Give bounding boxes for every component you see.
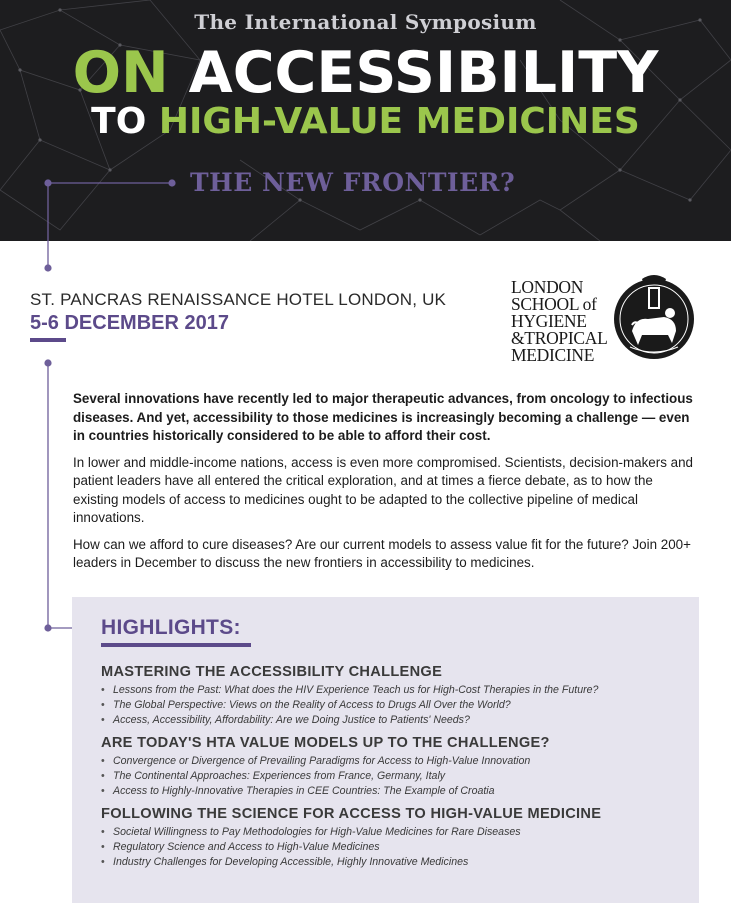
section-heading: ARE TODAY'S HTA VALUE MODELS UP TO THE CHALLENGE? (101, 735, 550, 751)
subtitle-new-frontier: THE NEW FRONTIER? (190, 168, 516, 197)
logo-line-3: HYGIENE (511, 311, 587, 331)
logo-line-2: SCHOOL of (511, 294, 597, 314)
event-dates: 5-6 DECEMBER 2017 (30, 312, 229, 334)
section-heading: FOLLOWING THE SCIENCE FOR ACCESS TO HIGH-VALUE MEDICINE (101, 806, 602, 822)
section-list (101, 825, 691, 870)
venue-text: ST. PANCRAS RENAISSANCE HOTEL LONDON, UK (30, 290, 447, 309)
logo-line-1: LONDON (511, 277, 584, 297)
list-item: • The Global Perspective: Views on the Reality of Access to Drugs All Over the World? (101, 698, 691, 713)
highlight-section (101, 805, 691, 870)
list-item: • Societal Willingness to Pay Methodologies for High-Value Medicines for Rare Diseases (101, 825, 691, 840)
list-item: • The Continental Approaches: Experiences from France, Germany, Italy (101, 769, 691, 784)
title-accessibility: ACCESSIBILITY (188, 40, 659, 106)
highlight-section (101, 663, 691, 728)
list-item: • Access to Highly-Innovative Therapies in CEE Countries: The Example of Croatia (101, 784, 691, 799)
dates-underline-bar (30, 338, 66, 342)
logo-line-5: MEDICINE (511, 345, 595, 365)
intro-lead-paragraph: Several innovations have recently led to major therapeutic advances, from oncology to infectious diseases. And yet, accessibility to those medicines is increasingly becoming a challenge — even in countries historically considered to be able to afford their cost. (73, 391, 693, 443)
lshtm-logo-text (511, 279, 611, 364)
highlights-underline-bar (101, 643, 251, 647)
highlights-sections (101, 663, 691, 876)
section-heading: MASTERING THE ACCESSIBILITY CHALLENGE (101, 664, 443, 680)
title-accent-on: ON (72, 40, 169, 106)
title-to: TO (91, 101, 147, 142)
section-list (101, 683, 691, 728)
intro-paragraph-3: How can we afford to cure diseases? Are our current models to assess value fit for the future? Join 200+ leaders in December to discuss the new frontiers in accessibility to medicines. (73, 536, 691, 570)
intro-section (73, 390, 693, 581)
intro-paragraph-2: In lower and middle-income nations, access is even more compromised. Scientists, decision-makers and patient leaders have all entered the critical exploration, and at times a fierce debate, as to how the existing models of access to medicines ought to be adapted to the collective pipeline of medical innovations. (73, 454, 693, 525)
list-item: • Lessons from the Past: What does the HIV Experience Teach us for High-Cost Therapies in the Future? (101, 683, 691, 698)
list-item: • Regulatory Science and Access to High-Value Medicines (101, 840, 691, 855)
logo-line-4: &TROPICAL (511, 328, 608, 348)
highlight-section (101, 734, 691, 799)
list-item: • Access, Accessibility, Affordability: Are we Doing Justice to Patients' Needs? (101, 713, 691, 728)
list-item: • Convergence or Divergence of Prevailing Paradigms for Access to High-Value Innovation (101, 754, 691, 769)
list-item: • Industry Challenges for Developing Accessible, Highly Innovative Medicines (101, 855, 691, 870)
title-high-value-medicines: HIGH-VALUE MEDICINES (158, 101, 640, 142)
section-list (101, 754, 691, 799)
lshtm-seal-icon (612, 273, 696, 361)
symposium-kicker: The International Symposium (194, 10, 537, 34)
highlights-title: HIGHLIGHTS: (101, 616, 241, 639)
